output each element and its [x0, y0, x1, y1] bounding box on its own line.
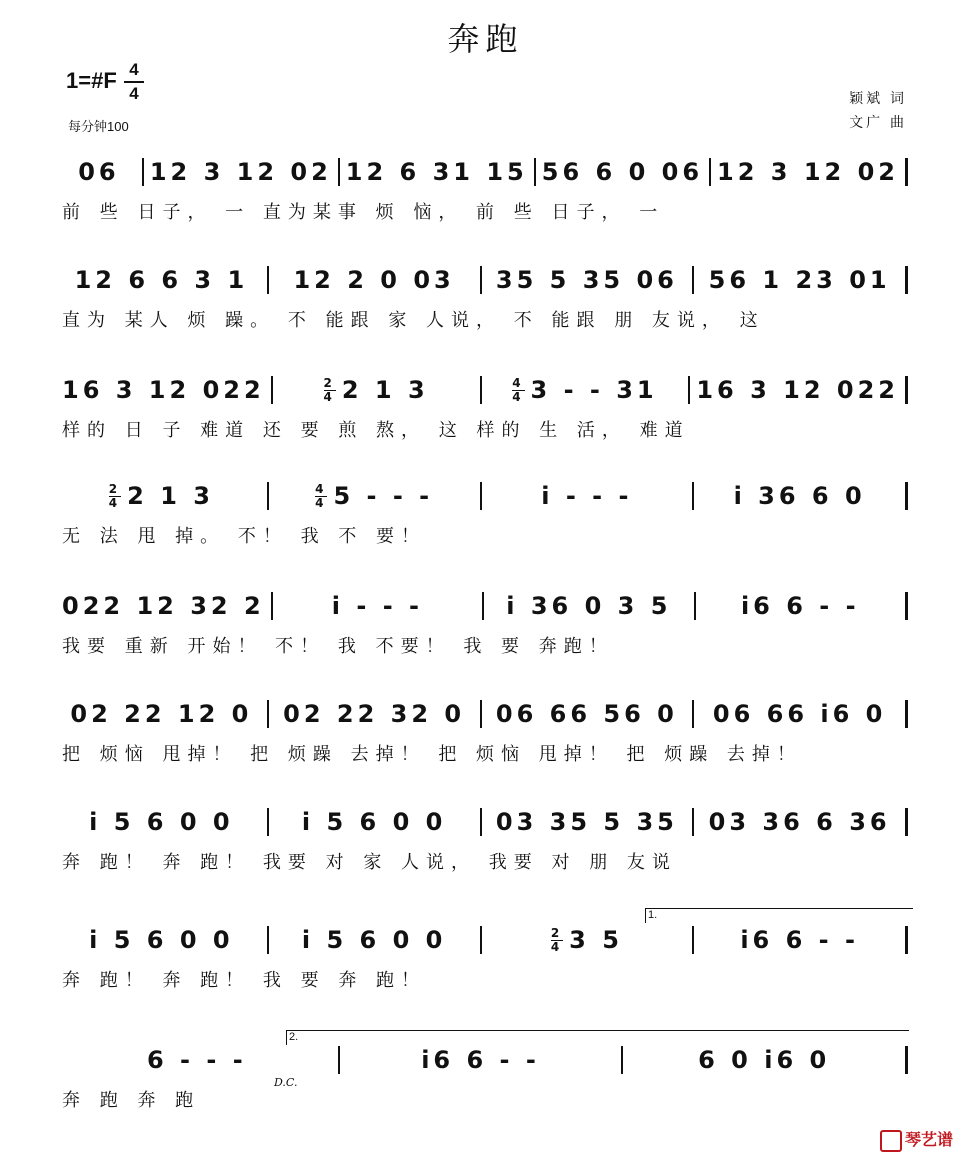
composer-credit: 文广 曲 — [849, 114, 907, 130]
measure-notes: 12 6 6 3 1 — [74, 266, 249, 294]
measure — [488, 700, 687, 728]
measure — [488, 376, 683, 405]
measure — [275, 266, 474, 294]
notes-line — [62, 920, 914, 960]
measure — [696, 376, 899, 404]
measure-notes: i - - - — [541, 482, 633, 510]
lyrics-line: 奔 跑！ 奔 跑！ 我要 对 家 人说， 我要 对 朋 友说 — [62, 852, 677, 873]
measure — [279, 592, 476, 620]
measure-notes: i 36 0 3 5 — [506, 592, 672, 620]
measure-notes: i - - - — [331, 592, 423, 620]
bar-line — [338, 1046, 340, 1074]
measure — [62, 592, 265, 620]
bar-line — [692, 700, 694, 728]
measure-notes: 06 66 56 0 — [495, 700, 678, 728]
bar-line — [480, 700, 482, 728]
measure — [275, 700, 474, 728]
bar-line — [271, 376, 273, 404]
measure-notes: i 5 6 0 0 — [89, 808, 234, 836]
score-row — [0, 152, 971, 262]
score-row — [0, 694, 971, 804]
measure-notes: 35 5 35 06 — [495, 266, 678, 294]
time-change: $\frac{4}{4}$ — [315, 482, 328, 511]
notes-line — [62, 1040, 914, 1080]
bar-line — [905, 266, 908, 294]
measure-notes: 12 3 12 02 — [149, 158, 332, 186]
notes-line — [62, 152, 914, 192]
time-change: $\frac{2}{4}$ — [323, 376, 336, 405]
da-capo-mark: D.C. — [274, 1076, 298, 1089]
measure — [275, 808, 474, 836]
time-signature-top: 4 — [129, 60, 139, 79]
bar-line — [905, 1046, 908, 1074]
measure-notes: 06 66 i6 0 — [712, 700, 887, 728]
time-signature — [124, 60, 144, 104]
bar-line — [271, 592, 273, 620]
bar-line — [267, 482, 269, 510]
measure-notes: i 5 6 0 0 — [89, 926, 234, 954]
measure — [275, 926, 474, 954]
bar-line — [480, 376, 482, 404]
measure — [150, 158, 332, 186]
bar-line — [267, 266, 269, 294]
measure — [717, 158, 899, 186]
bar-line — [621, 1046, 623, 1074]
song-title: 奔跑 — [447, 20, 524, 58]
notes-line — [62, 260, 914, 300]
measure — [275, 482, 474, 511]
bar-line — [709, 158, 711, 186]
notes-line — [62, 370, 914, 410]
measure-notes: 2 1 3 — [341, 375, 429, 404]
notes-line — [62, 694, 914, 734]
measure-notes: 5 - - - — [333, 481, 434, 510]
time-change: $\frac{2}{4}$ — [550, 926, 564, 955]
measure-notes: 12 6 31 15 — [345, 158, 528, 186]
site-logo — [880, 1127, 953, 1152]
measure-notes: i6 6 - - — [740, 926, 859, 954]
measure-notes: 16 3 12 022 — [696, 376, 899, 404]
measure — [62, 926, 261, 954]
measure — [62, 158, 136, 186]
lyrics-line: 前 些 日子， 一 直为某事 烦 恼， 前 些 日子， 一 — [62, 202, 665, 223]
measure-notes: i 5 6 0 0 — [301, 926, 447, 954]
measure-notes: 3 5 — [569, 925, 623, 954]
bar-line — [688, 376, 690, 404]
bar-line — [534, 158, 536, 186]
measure — [700, 926, 899, 954]
measure-notes: 3 - - 31 — [530, 375, 658, 404]
notes-line — [62, 586, 914, 626]
bar-line — [905, 808, 908, 836]
measure — [488, 266, 687, 294]
measure-notes: 6 - - - — [147, 1046, 247, 1074]
measure-notes: 56 1 23 01 — [708, 266, 891, 294]
measure-notes: 16 3 12 022 — [62, 376, 265, 404]
measure-notes: i 36 6 0 — [733, 482, 866, 510]
measure — [542, 158, 703, 186]
measure-notes: i 5 6 0 0 — [301, 808, 447, 836]
bar-line — [480, 926, 482, 954]
logo-text: 琴艺谱 — [904, 1132, 953, 1150]
score-row — [0, 920, 971, 1030]
bar-line — [692, 482, 694, 510]
bar-line — [480, 266, 482, 294]
measure — [62, 266, 261, 294]
measure — [702, 592, 899, 620]
measure — [62, 700, 261, 728]
lyrics-line: 直为 某人 烦 躁。 不 能跟 家 人说， 不 能跟 朋 友说， 这 — [62, 310, 765, 331]
measure-notes: 2 1 3 — [127, 481, 214, 510]
measure-notes: 12 3 12 02 — [717, 158, 899, 186]
time-change: $\frac{2}{4}$ — [108, 482, 122, 511]
measure — [700, 808, 899, 836]
score-row — [0, 476, 971, 586]
measure-notes: 03 35 5 35 — [495, 808, 678, 836]
lyrics-line: 我要 重新 开始！ 不！ 我 不要！ 我 要 奔跑！ — [62, 636, 614, 657]
bar-line — [905, 376, 908, 404]
score-row — [0, 586, 971, 696]
bar-line — [905, 482, 908, 510]
bar-line — [482, 592, 484, 620]
measure — [346, 158, 528, 186]
measure-notes: 022 12 32 2 — [62, 592, 265, 620]
lyrics-line: 无 法 甩 掉。 不！ 我 不 要！ — [62, 526, 427, 547]
notes-line — [62, 476, 914, 516]
bar-line — [267, 808, 269, 836]
score-row — [0, 1040, 971, 1150]
bar-line — [905, 926, 908, 954]
bar-line — [267, 700, 269, 728]
bar-line — [905, 700, 908, 728]
volta-second-ending: 2. — [286, 1030, 909, 1045]
tempo-marking: 每分钟100 — [68, 119, 129, 134]
measure-notes: 06 — [78, 158, 120, 186]
bar-line — [142, 158, 144, 186]
key-signature: 1=#F — [66, 68, 117, 93]
measure-notes: 02 22 32 0 — [283, 700, 466, 728]
measure-notes: i6 6 - - — [421, 1046, 540, 1074]
measure-notes: 56 6 0 06 — [541, 158, 704, 186]
lyrics-line: 把 烦恼 甩掉！ 把 烦躁 去掉！ 把 烦恼 甩掉！ 把 烦躁 去掉！ — [62, 744, 802, 765]
measure-notes: 12 2 0 03 — [293, 266, 455, 294]
bar-line — [692, 926, 694, 954]
bar-line — [267, 926, 269, 954]
measure — [488, 926, 687, 955]
measure-notes: 6 0 i6 0 — [698, 1046, 831, 1074]
measure — [488, 482, 687, 510]
measure — [62, 376, 265, 404]
bar-line — [694, 592, 696, 620]
measure — [488, 808, 687, 836]
bar-line — [338, 158, 340, 186]
bar-line — [692, 808, 694, 836]
measure — [700, 266, 899, 294]
lyrics-line: 奔 跑 奔 跑 — [62, 1090, 201, 1111]
measure — [629, 1046, 899, 1074]
measure-notes: 03 36 6 36 — [708, 808, 891, 836]
score-row — [0, 802, 971, 912]
bar-line — [905, 158, 908, 186]
bar-line — [692, 266, 694, 294]
measure-notes: 02 22 12 0 — [70, 700, 253, 728]
measure — [700, 700, 899, 728]
measure — [700, 482, 899, 510]
lyricist-credit: 颖斌 词 — [849, 90, 907, 106]
lyrics-line: 奔 跑！ 奔 跑！ 我 要 奔 跑！ — [62, 970, 427, 991]
bar-line — [480, 808, 482, 836]
notes-line — [62, 802, 914, 842]
score-row — [0, 370, 971, 480]
time-change: $\frac{4}{4}$ — [512, 376, 525, 405]
lyrics-line: 样的 日 子 难道 还 要 煎 熬， 这 样的 生 活， 难道 — [62, 420, 690, 441]
logo-icon — [880, 1130, 902, 1152]
bar-line — [905, 592, 908, 620]
measure — [62, 482, 261, 511]
volta-first-ending: 1. — [645, 908, 913, 923]
score-row — [0, 260, 971, 370]
measure — [346, 1046, 616, 1074]
measure — [279, 376, 474, 405]
time-signature-bottom: 4 — [129, 84, 139, 103]
measure — [62, 1046, 332, 1074]
measure-notes: i6 6 - - — [740, 592, 860, 620]
measure — [490, 592, 687, 620]
measure — [62, 808, 261, 836]
bar-line — [480, 482, 482, 510]
